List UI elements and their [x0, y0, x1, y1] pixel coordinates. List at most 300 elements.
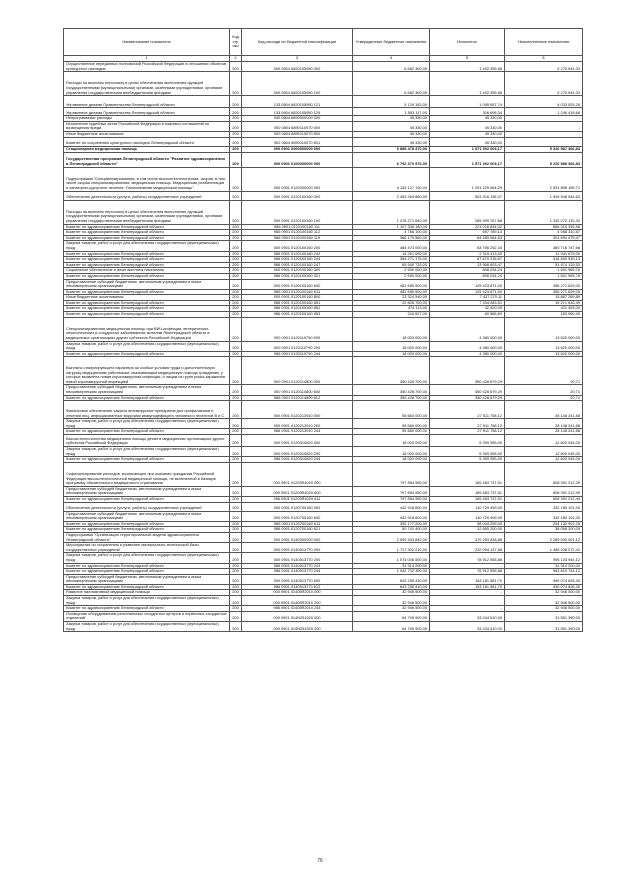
row-unexecuted: - — [505, 121, 583, 131]
row-name: Комитет по здравоохранению Ленинградской области — [64, 224, 230, 230]
row-budget-code: 986 0901 01203R4020 611 — [242, 496, 353, 502]
row-name: Закупка товаров, работ и услуг для обеспечения государственных (муниципальных) нужд — [64, 553, 230, 563]
table-row — [64, 108, 583, 116]
row-line-code: 200 — [230, 230, 242, 236]
row-approved: 797 854 950,00 — [353, 496, 430, 502]
row-name: Комитет по здравоохранению Ленинградской области — [64, 251, 230, 257]
row-line-code: 200 — [230, 146, 242, 152]
row-unexecuted: 12 600 045,00 — [505, 435, 583, 447]
row-approved: 5 129 183,00 — [353, 96, 430, 108]
row-unexecuted: 431 493,00 — [505, 306, 583, 312]
row-approved: 45 330,00 — [353, 131, 430, 137]
row-approved: 18 000 000,00 — [353, 341, 430, 351]
row-name: Комитет по здравоохранению Ленинградской области — [64, 606, 230, 612]
row-budget-code: 986 0901 0120100160 242 — [242, 251, 353, 257]
row-line-code: 200 — [230, 574, 242, 584]
row-name: Государственная программа Ленинградской области "Развитие здравоохранения в Ленинградской области" — [64, 152, 230, 167]
row-name: Непрограммные расходы — [64, 116, 230, 122]
row-name: Комитет по здравоохранению Ленинградской области — [64, 262, 230, 268]
row-approved: 64 795 900,00 — [353, 611, 430, 621]
row-line-code: 200 — [230, 553, 242, 563]
row-name: Закупка товаров, работ и услуг для обеспечения государственных (муниципальных) нужд — [64, 447, 230, 457]
row-approved: 1 042 732 300,00 — [353, 569, 430, 575]
row-executed: - — [430, 563, 505, 569]
row-executed: 45 330,00 — [430, 131, 505, 137]
row-approved: 50 741 400,00 — [353, 527, 430, 533]
row-approved: 1 074 046 500,00 — [353, 553, 430, 563]
row-name: Предоставление субсидий бюджетным, автономным учреждениям и иным некоммерческим организациям — [64, 385, 230, 395]
table-row — [64, 317, 583, 341]
row-unexecuted: 963 819 744,12 — [505, 569, 583, 575]
row-budget-code: 000 0901 0140513770 200 — [242, 553, 353, 563]
row-executed: 306 698,34 — [430, 108, 505, 116]
row-budget-code: 000 0901 0120110790 000 — [242, 317, 353, 341]
row-name: Закупка товаров, работ и услуг для обеспечения государственных (муниципальных) нужд — [64, 622, 230, 632]
row-executed: 1 571 492 003,17 — [430, 152, 505, 167]
row-line-code: 200 — [230, 435, 242, 447]
table-row — [64, 167, 583, 191]
row-executed: 78 912 555,88 — [430, 553, 505, 563]
table-body — [64, 62, 583, 632]
row-name: Иные бюджетные ассигнования — [64, 295, 230, 301]
row-executed: 350 428 679,29 — [430, 395, 505, 401]
row-approved: 350 428 700,00 — [353, 385, 430, 395]
row-unexecuted: 2 289 090 001,12 — [505, 532, 583, 542]
row-unexecuted: 32 946 500,00 — [505, 590, 583, 596]
row-unexecuted: 4 033 525,26 — [505, 96, 583, 108]
row-line-code: 200 — [230, 131, 242, 137]
row-budget-code: 986 0901 0120100160 611 — [242, 289, 353, 295]
row-budget-code: 986 0901 0120100160 853 — [242, 312, 353, 318]
row-approved: 1 717 302 210,00 — [353, 543, 430, 553]
row-name: Комитет по здравоохранению Ленинградской области — [64, 312, 230, 318]
row-unexecuted: 28 148 241,88 — [505, 429, 583, 435]
row-approved: 55 660 000,00 — [353, 429, 430, 435]
row-executed: 83 756 252,34 — [430, 241, 505, 251]
row-budget-code: 000 0901 0140513770 600 — [242, 574, 353, 584]
row-executed: 898 034,24 — [430, 268, 505, 274]
row-unexecuted: 20,71 — [505, 395, 583, 401]
row-approved: 6 682 300,00 — [353, 72, 430, 96]
row-line-code: 200 — [230, 317, 242, 341]
row-budget-code: 000 0804 6890110070 000 — [242, 121, 353, 131]
row-line-code: 200 — [230, 429, 242, 435]
row-unexecuted: 31 551 390,00 — [505, 611, 583, 621]
row-approved: 45 330,00 — [353, 121, 430, 131]
row-name: Комитет по здравоохранению Ленинградской области — [64, 496, 230, 502]
row-budget-code: 986 0901 0140513770 244 — [242, 569, 353, 575]
row-approved: 18 000 000,00 — [353, 317, 430, 341]
row-approved: 4 133 127 130,00 — [353, 167, 430, 191]
row-name: Иные бюджетные ассигнования — [64, 131, 230, 137]
row-line-code: 200 — [230, 62, 242, 72]
row-executed: 4 380 000,00 — [430, 341, 505, 351]
row-line-code: 200 — [230, 622, 242, 632]
header-indicator-name: Наименование показателя — [64, 29, 230, 56]
table-row — [64, 447, 583, 457]
row-line-code: 200 — [230, 273, 242, 279]
row-line-code: 200 — [230, 606, 242, 612]
row-approved: 6 792 470 970,00 — [353, 152, 430, 167]
row-executed: 221 016 834,02 — [430, 224, 505, 230]
row-executed: 45 330,00 — [430, 121, 505, 131]
column-number: 4 — [353, 56, 430, 62]
row-name: Мероприятия по сохранению и развитию материально-технической базы государственных учреждений — [64, 543, 230, 553]
row-executed: 1 571 492 003,17 — [430, 146, 505, 152]
row-line-code: 200 — [230, 268, 242, 274]
row-unexecuted: 28 148 241,88 — [505, 419, 583, 429]
row-name: Управление делами Правительства Ленинградской области — [64, 108, 230, 116]
row-executed: 1 402 355,68 — [430, 72, 505, 96]
row-unexecuted: 2 931 898 165,71 — [505, 167, 583, 191]
row-executed: 189 463 737,51 — [430, 486, 505, 496]
row-line-code: 200 — [230, 563, 242, 569]
row-name: Предоставление субсидий бюджетным, автономным учреждениям и иным некоммерческим организациям — [64, 574, 230, 584]
row-approved: 22 605 700,00 — [353, 300, 430, 306]
row-unexecuted: 20,71 — [505, 357, 583, 385]
header-line-code: Код строки — [230, 29, 242, 56]
row-executed: 503 316 136,37 — [430, 191, 505, 200]
row-approved: 797 854 950,00 — [353, 462, 430, 486]
row-approved: 65 940 733,00 — [353, 262, 430, 268]
row-name: Закупка товаров, работ и услуг для обеспечения государственных (муниципальных) нужд — [64, 419, 230, 429]
row-budget-code: 986 0901 0120114800 612 — [242, 395, 353, 401]
row-line-code: 200 — [230, 401, 242, 419]
row-line-code: 200 — [230, 457, 242, 463]
row-name: Комитет по здравоохранению Ленинградской области — [64, 273, 230, 279]
row-line-code: 200 — [230, 596, 242, 606]
row-executed: 27 511 758,12 — [430, 429, 505, 435]
row-budget-code: 986 0901 0120100160 247 — [242, 262, 353, 268]
table-row — [64, 532, 583, 542]
row-approved: 31 314 200,00 — [353, 563, 430, 569]
row-name: Закупка товаров, работ и услуг для обеспечения государственных (муниципальных) нужд — [64, 341, 230, 351]
header-executed: Исполнено — [430, 29, 505, 56]
row-approved: 1 107 336 180,00 — [353, 224, 430, 230]
row-budget-code: 000 0901 01203R4020 600 — [242, 486, 353, 496]
row-budget-code: 000 0901 014N251920 200 — [242, 622, 353, 632]
row-line-code: 200 — [230, 279, 242, 289]
row-unexecuted: 183 960,40 — [505, 312, 583, 318]
table-row — [64, 622, 583, 632]
row-unexecuted: 31 551 390,00 — [505, 622, 583, 632]
row-executed: 110 729 499,00 — [430, 502, 505, 511]
row-executed: 153 181 581,70 — [430, 584, 505, 590]
row-line-code: 200 — [230, 300, 242, 306]
row-budget-code: 986 0901 0120213910 244 — [242, 429, 353, 435]
row-line-code: 200 — [230, 167, 242, 191]
header-unexecuted: Неисполненные назначения — [505, 29, 583, 56]
row-executed: 7 334 083,51 — [430, 300, 505, 306]
row-approved: 32 946 500,00 — [353, 606, 430, 612]
row-line-code: 200 — [230, 341, 242, 351]
row-line-code: 200 — [230, 108, 242, 116]
row-line-code: 200 — [230, 447, 242, 457]
row-executed: 33 244 510,00 — [430, 611, 505, 621]
row-unexecuted: 12 600 045,00 — [505, 457, 583, 463]
row-line-code: 200 — [230, 385, 242, 395]
row-name: Комитет по здравоохранению Ленинградской области — [64, 289, 230, 295]
row-executed: 189 463 737,51 — [430, 496, 505, 502]
row-executed: 27 511 758,12 — [430, 419, 505, 429]
row-executed: 5 399 955,00 — [430, 435, 505, 447]
row-approved: 18 000 000,00 — [353, 457, 430, 463]
table-row — [64, 401, 583, 419]
row-approved: 244 627,00 — [353, 312, 430, 318]
row-name: Предоставление субсидий бюджетным, автономным учреждениям и иным некоммерческим организациям — [64, 279, 230, 289]
row-unexecuted: 13 620 000,00 — [505, 317, 583, 341]
row-unexecuted: 380 716 747,66 — [505, 241, 583, 251]
row-executed: 285 999 767,68 — [430, 200, 505, 224]
row-unexecuted: 1 485 208 072,42 — [505, 543, 583, 553]
row-executed: 350 428 679,29 — [430, 385, 505, 395]
table-row — [64, 543, 583, 553]
row-unexecuted: 38 056 200,00 — [505, 527, 583, 533]
row-unexecuted: 608 391 212,49 — [505, 496, 583, 502]
row-name: Социальное обеспечение и иные выплаты населению — [64, 268, 230, 274]
row-unexecuted: 28 148 241,88 — [505, 401, 583, 419]
table-row — [64, 435, 583, 447]
row-budget-code: 000 0901 0120213910 200 — [242, 419, 353, 429]
row-approved: 6 682 300,00 — [353, 62, 430, 72]
row-name: Комитет по здравоохранению Ленинградской области — [64, 563, 230, 569]
row-unexecuted: 294 132 901,00 — [505, 521, 583, 527]
row-executed: 60 566,60 — [430, 312, 505, 318]
row-approved: 1 553 117,00 — [353, 108, 430, 116]
row-executed: 1 095 657,74 — [430, 96, 505, 108]
row-approved: 442 918 600,00 — [353, 511, 430, 521]
row-name: Комитет по здравоохранению Ленинградской области — [64, 351, 230, 357]
row-executed: 42 620,00 — [430, 306, 505, 312]
row-unexecuted: 5 279 944,32 — [505, 72, 583, 96]
row-name: Специализированная медицинская помощь при ВИЧ-инфекции, венерических, онкологических и сосудистых заболеваниях жителям Ленинградской области в медицинских организациях других субъектов Российской Федерации — [64, 317, 230, 341]
row-line-code: 200 — [230, 611, 242, 621]
row-executed: 5 399 955,00 — [430, 457, 505, 463]
row-executed: 370 253 838,88 — [430, 532, 505, 542]
row-budget-code: 000 0901 0120100160 600 — [242, 279, 353, 289]
table-row — [64, 486, 583, 496]
column-number: 5 — [430, 56, 505, 62]
row-name: Финансовое обеспечение закупок антивирусных препаратов для профилактики и лечения лиц, инфицированных вирусами иммунодефицита человека и гепатитов В и С — [64, 401, 230, 419]
row-name: Закупка товаров, работ и услуг для обеспечения государственных (муниципальных) нужд — [64, 596, 230, 606]
row-executed: 13 966 603,47 — [430, 262, 505, 268]
row-budget-code: 000 0901 0120100160 200 — [242, 241, 353, 251]
row-name: Комитет по здравоохранению Ленинградской области — [64, 584, 230, 590]
row-unexecuted: 356 271 629,00 — [505, 279, 583, 289]
row-approved: 2 500 000,00 — [353, 273, 430, 279]
row-name: Закупка товаров, работ и услуг для обеспечения государственных (муниципальных) нужд — [64, 241, 230, 251]
row-executed: 1 201 229 964,29 — [430, 167, 505, 191]
table-row — [64, 121, 583, 131]
table-row — [64, 357, 583, 385]
row-unexecuted: 15 887 269,89 — [505, 295, 583, 301]
row-name: Подпрограмма "Специализированная, в том числе высокотехнологичная, скорая, в том числе скорая специализированная, медицинская помощь. Медицинская реабилитация и санаторно-курортное лечение. Паллиативная медицинская помощь" — [64, 167, 230, 191]
row-name: Управление делами Правительства Ленинградской области — [64, 96, 230, 108]
row-executed: 1 402 355,68 — [430, 62, 505, 72]
row-line-code: 200 — [230, 257, 242, 263]
row-unexecuted: 32 946 500,00 — [505, 596, 583, 606]
table-row — [64, 241, 583, 251]
row-unexecuted: 995 133 944,12 — [505, 553, 583, 563]
row-approved: 474 113,00 — [353, 306, 430, 312]
table-row — [64, 200, 583, 224]
row-name: Обеспечение деятельности (услуги, работы) государственных учреждений — [64, 191, 230, 200]
row-approved: 392 177 200,00 — [353, 521, 430, 527]
row-line-code: 200 — [230, 116, 242, 122]
row-executed: 78 912 555,88 — [430, 569, 505, 575]
row-budget-code: 000 0901 0120114800 000 — [242, 357, 353, 385]
row-unexecuted: 608 391 212,49 — [505, 486, 583, 496]
table-row — [64, 152, 583, 167]
row-approved: 350 428 700,00 — [353, 357, 430, 385]
row-executed: 33 244 510,00 — [430, 622, 505, 632]
row-approved: 2 453 264 880,00 — [353, 191, 430, 200]
row-line-code: 200 — [230, 224, 242, 230]
row-approved: 384 271 175,00 — [353, 257, 430, 263]
row-unexecuted: 15 271 616,49 — [505, 300, 583, 306]
row-unexecuted: 886 319 345,98 — [505, 224, 583, 230]
row-unexecuted: 5 279 944,32 — [505, 62, 583, 72]
row-line-code: 200 — [230, 511, 242, 521]
row-budget-code: 000 0901 0000000000 000 — [242, 146, 353, 152]
row-name: Обеспечение деятельности (услуги, работы) государственных учреждений — [64, 502, 230, 511]
row-name: Подпрограмма "Организация территориальной модели здравоохранения Ленинградской области" — [64, 532, 230, 542]
row-line-code: 200 — [230, 486, 242, 496]
row-name: Выплаты стимулирующего характера за особые условия труда и дополнительную нагрузку медицинским работникам, оказывающим медицинскую помощь гражданам, у которых выявлена новая коронавирусная инфекция, и лицам из групп риска заражения новой коронавирусной инфекцией — [64, 357, 230, 385]
row-executed: - — [430, 590, 505, 596]
row-approved: 2 500 000,00 — [353, 268, 430, 274]
row-line-code: 200 — [230, 312, 242, 318]
row-approved: 643 255 410,00 — [353, 574, 430, 584]
row-executed: 232 094 137,58 — [430, 543, 505, 553]
row-name: Софинансирование расходов, возникающих при оказании гражданам Российской Федерации высокотехнологичной медицинской помощи, не включенной в базовую программу обязательного медицинского страхования — [64, 462, 230, 486]
row-approved: 2 659 343 840,00 — [353, 532, 430, 542]
row-line-code: 200 — [230, 590, 242, 596]
row-approved: 55 660 000,00 — [353, 401, 430, 419]
row-budget-code: 000 0901 0100000000 000 — [242, 152, 353, 167]
table-row — [64, 137, 583, 146]
header-budget-classification-code: Код расхода по бюджетной классификации — [242, 29, 353, 56]
row-unexecuted: 32 946 500,00 — [505, 606, 583, 612]
row-executed: 98 044 299,00 — [430, 521, 505, 527]
row-budget-code: 000 0901 0120100160 000 — [242, 191, 353, 200]
row-budget-code: 000 0901 01203R4020 000 — [242, 462, 353, 486]
row-line-code: 200 — [230, 72, 242, 96]
row-unexecuted: 13 620 000,00 — [505, 351, 583, 357]
row-name: Осуществление переданных полномочий Российской Федерации в отношении объектов культурного наследия — [64, 62, 230, 72]
row-unexecuted: 4 068 310,87 — [505, 230, 583, 236]
row-budget-code: 000 0901 0140513770 000 — [242, 543, 353, 553]
row-unexecuted: 51 974 129,53 — [505, 262, 583, 268]
table-row — [64, 553, 583, 563]
row-unexecuted: 356 271 629,00 — [505, 289, 583, 295]
row-line-code: 200 — [230, 191, 242, 200]
row-approved: 64 795 900,00 — [353, 622, 430, 632]
row-budget-code: 000 0804 6890110070 800 — [242, 131, 353, 137]
row-approved: 442 918 600,00 — [353, 502, 430, 511]
row-budget-code: 000 0901 0120100160 100 — [242, 200, 353, 224]
table-row — [64, 611, 583, 621]
row-approved: 464 473 000,00 — [353, 241, 430, 251]
row-unexecuted: 13 620 000,00 — [505, 341, 583, 351]
row-name: Комитет по сохранению культурного наследия Ленинградской области — [64, 137, 230, 146]
column-number: 6 — [505, 56, 583, 62]
row-name: Комитет по здравоохранению Ленинградской области — [64, 521, 230, 527]
row-budget-code: 000 0804 6820105950 100 — [242, 72, 353, 96]
row-unexecuted: 332 189 101,00 — [505, 502, 583, 511]
row-budget-code: 000 0901 0120114800 600 — [242, 385, 353, 395]
row-budget-code: 000 0901 0120100160 300 — [242, 268, 353, 274]
row-unexecuted: 332 189 101,00 — [505, 511, 583, 521]
row-name: Расходы на выплаты персоналу в целях обеспечения выполнения функций государственными (муниципальными) органами, казенными учреждениями, органами управления государственными внебюджетными фондами — [64, 200, 230, 224]
table-row — [64, 511, 583, 521]
row-name: Комитет по здравоохранению Ленинградской области — [64, 457, 230, 463]
row-line-code: 200 — [230, 351, 242, 357]
row-line-code: 200 — [230, 289, 242, 295]
column-number: 1 — [64, 56, 230, 62]
row-line-code: 200 — [230, 584, 242, 590]
row-executed: 697 789,13 — [430, 230, 505, 236]
row-budget-code: 986 0901 0140513770 612 — [242, 584, 353, 590]
row-executed: 125 423 871,00 — [430, 279, 505, 289]
row-budget-code: 986 0901 0120100160 119 — [242, 235, 353, 241]
row-budget-code: 000 0901 0120213910 000 — [242, 401, 353, 419]
row-line-code: 200 — [230, 200, 242, 224]
row-budget-code: 000 0901 0120700160 600 — [242, 511, 353, 521]
row-name: Комитет по здравоохранению Ленинградской области — [64, 306, 230, 312]
row-executed: 189 463 737,51 — [430, 462, 505, 486]
table-row — [64, 96, 583, 108]
table-row — [64, 419, 583, 429]
row-unexecuted: 490 074 828,30 — [505, 584, 583, 590]
row-name: Предоставление субсидий бюджетным, автономным учреждениям и иным некоммерческим организациям — [64, 511, 230, 521]
row-approved: 1 478 271 840,00 — [353, 200, 430, 224]
row-approved: 55 660 000,00 — [353, 419, 430, 429]
row-budget-code: 000 0901 01405R2010 200 — [242, 596, 353, 606]
row-line-code: 200 — [230, 462, 242, 486]
row-unexecuted: 1 601 965,76 — [505, 273, 583, 279]
header-approved: Утвержденные бюджетные назначения — [353, 29, 430, 56]
row-executed: - — [430, 606, 505, 612]
row-budget-code: 986 0901 0120100160 852 — [242, 306, 353, 312]
row-name: Комитет по здравоохранению Ленинградской области — [64, 235, 230, 241]
row-budget-code: 986 0901 01405R2010 244 — [242, 606, 353, 612]
row-name: Комитет по здравоохранению Ленинградской области — [64, 527, 230, 533]
table-row — [64, 279, 583, 289]
row-executed: 64 285 084,53 — [430, 235, 505, 241]
row-approved: 643 255 410,00 — [353, 584, 430, 590]
row-executed: 5 399 955,00 — [430, 447, 505, 457]
row-line-code: 200 — [230, 152, 242, 167]
row-line-code: 200 — [230, 496, 242, 502]
row-line-code: 200 — [230, 96, 242, 108]
row-approved: 32 946 500,00 — [353, 596, 430, 606]
row-budget-code: 986 0901 0120700160 621 — [242, 527, 353, 533]
row-approved: 45 330,00 — [353, 116, 430, 122]
row-budget-code: 986 0901 0120100160 111 — [242, 224, 353, 230]
row-unexecuted: 1 246 418,66 — [505, 108, 583, 116]
row-executed: 45 330,00 — [430, 137, 505, 146]
row-name: Комитет по здравоохранению Ленинградской области — [64, 257, 230, 263]
row-line-code: 200 — [230, 502, 242, 511]
row-budget-code: 133 0804 6820105950 129 — [242, 108, 353, 116]
row-budget-code: 986 0901 0140513770 243 — [242, 563, 353, 569]
row-budget-code: 000 0901 0120000000 000 — [242, 167, 353, 191]
row-approved: 797 854 950,00 — [353, 486, 430, 496]
row-approved: 18 000 000,00 — [353, 447, 430, 457]
row-line-code: 200 — [230, 569, 242, 575]
row-unexecuted: - — [505, 116, 583, 122]
